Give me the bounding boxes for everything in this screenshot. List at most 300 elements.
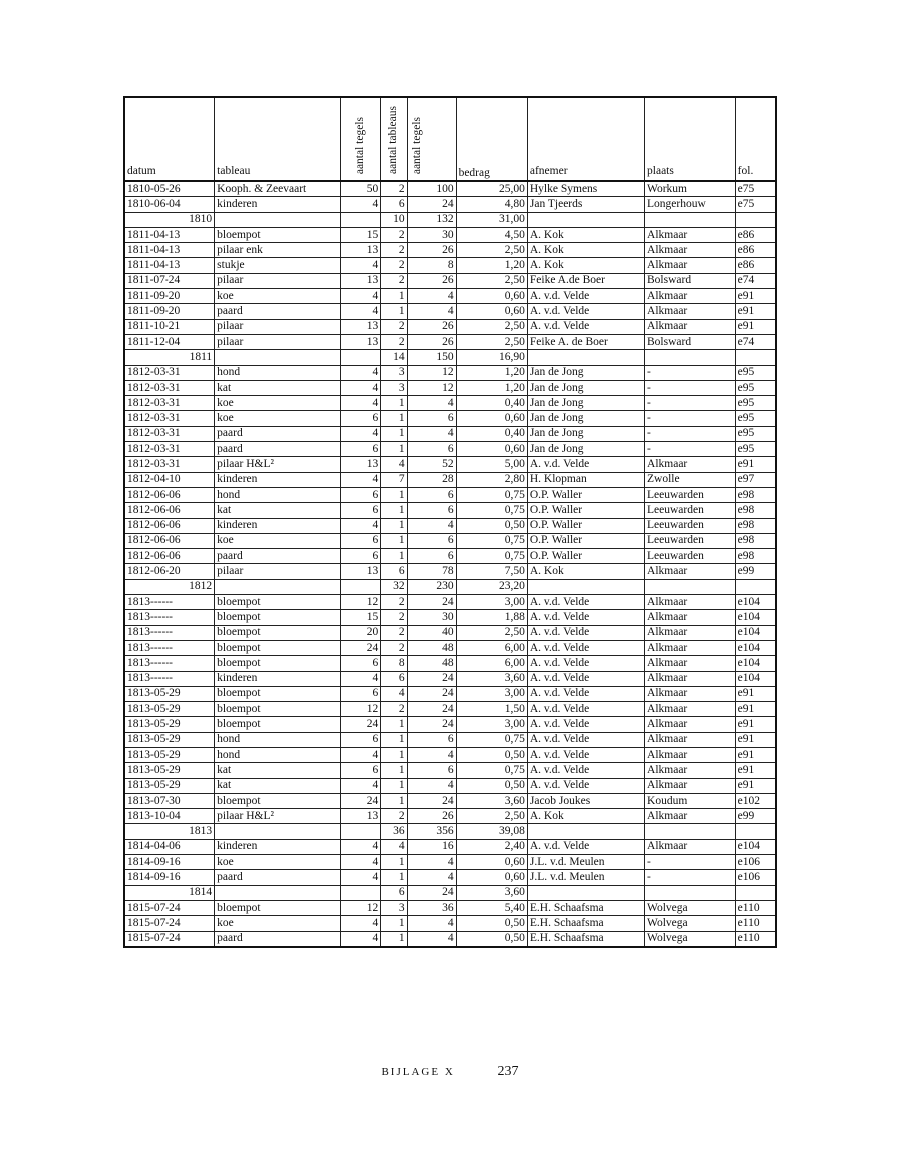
table-row	[124, 855, 776, 870]
cell-fol: e95	[735, 380, 776, 395]
cell-total-tableaus: 6	[381, 885, 407, 900]
cell-datum: 1813------	[124, 595, 215, 610]
cell-aantal-tegels: 13	[341, 457, 381, 472]
table-row	[124, 549, 776, 564]
cell-plaats: Alkmaar	[645, 763, 736, 778]
table-row	[124, 289, 776, 304]
header-afnemer: afnemer	[527, 97, 644, 181]
cell-fol: e95	[735, 442, 776, 457]
cell-datum: 1811-12-04	[124, 334, 215, 349]
cell-tableau: bloempot	[215, 900, 341, 915]
cell-aantal-tegels-totaal: 4	[407, 916, 456, 931]
cell-aantal-tegels: 24	[341, 793, 381, 808]
cell-bedrag: 25,00	[456, 181, 527, 197]
cell-fol: e74	[735, 334, 776, 349]
cell-tableau: koe	[215, 411, 341, 426]
cell-plaats: Zwolle	[645, 472, 736, 487]
cell-aantal-tableaus: 1	[381, 304, 407, 319]
cell-aantal-tegels: 6	[341, 732, 381, 747]
cell-year-label: 1811	[124, 350, 215, 365]
cell-plaats: Alkmaar	[645, 778, 736, 793]
cell-aantal-tableaus: 2	[381, 273, 407, 288]
cell-afnemer: O.P. Waller	[527, 533, 644, 548]
cell-tableau: bloempot	[215, 702, 341, 717]
table-row	[124, 702, 776, 717]
cell-fol: e91	[735, 304, 776, 319]
cell-aantal-tegels: 4	[341, 870, 381, 885]
cell-tableau: pilaar H&L²	[215, 457, 341, 472]
cell-plaats: Longerhouw	[645, 197, 736, 212]
cell-fol: e106	[735, 870, 776, 885]
cell-afnemer: O.P. Waller	[527, 487, 644, 502]
cell-afnemer: A. v.d. Velde	[527, 839, 644, 854]
cell-bedrag: 6,00	[456, 656, 527, 671]
cell-fol: e104	[735, 671, 776, 686]
cell-plaats: Alkmaar	[645, 595, 736, 610]
cell-plaats	[645, 350, 736, 365]
cell-bedrag: 7,50	[456, 564, 527, 579]
cell-fol: e95	[735, 411, 776, 426]
table-row	[124, 380, 776, 395]
cell-fol	[735, 350, 776, 365]
cell-tableau: kinderen	[215, 839, 341, 854]
cell-aantal-tegels: 4	[341, 747, 381, 762]
cell-plaats: Leeuwarden	[645, 533, 736, 548]
cell-datum: 1815-07-24	[124, 931, 215, 947]
cell-fol: e102	[735, 793, 776, 808]
cell-aantal-tegels-totaal: 6	[407, 549, 456, 564]
cell-tableau: bloempot	[215, 610, 341, 625]
cell-tableau: kinderen	[215, 472, 341, 487]
cell-aantal-tableaus: 1	[381, 289, 407, 304]
cell-afnemer: A. v.d. Velde	[527, 610, 644, 625]
cell-aantal-tegels-totaal: 8	[407, 258, 456, 273]
cell-bedrag: 2,50	[456, 334, 527, 349]
cell-bedrag: 3,60	[456, 793, 527, 808]
cell-aantal-tegels-totaal: 26	[407, 319, 456, 334]
cell-afnemer	[527, 212, 644, 227]
cell-aantal-tegels	[341, 350, 381, 365]
cell-aantal-tegels: 13	[341, 319, 381, 334]
cell-datum: 1813-05-29	[124, 732, 215, 747]
cell-afnemer: A. Kok	[527, 227, 644, 242]
cell-tableau: koe	[215, 533, 341, 548]
cell-afnemer: Jan de Jong	[527, 396, 644, 411]
cell-tableau: paard	[215, 931, 341, 947]
header-aantal-tegels: aantal tegels	[341, 97, 381, 181]
cell-aantal-tegels-totaal: 48	[407, 640, 456, 655]
cell-aantal-tegels-totaal: 4	[407, 870, 456, 885]
cell-total-tegels: 132	[407, 212, 456, 227]
cell-bedrag: 3,00	[456, 686, 527, 701]
cell-aantal-tegels: 13	[341, 809, 381, 824]
table-row	[124, 747, 776, 762]
table-row	[124, 793, 776, 808]
table-row	[124, 533, 776, 548]
year-total-row	[124, 885, 776, 900]
cell-plaats: Wolvega	[645, 931, 736, 947]
cell-fol: e86	[735, 258, 776, 273]
table-row	[124, 457, 776, 472]
cell-bedrag: 0,75	[456, 503, 527, 518]
cell-aantal-tegels: 4	[341, 426, 381, 441]
cell-fol: e91	[735, 702, 776, 717]
cell-aantal-tegels-totaal: 24	[407, 793, 456, 808]
cell-total-tableaus: 32	[381, 579, 407, 594]
cell-afnemer: O.P. Waller	[527, 518, 644, 533]
cell-plaats: Workum	[645, 181, 736, 197]
cell-aantal-tableaus: 1	[381, 549, 407, 564]
cell-afnemer: Jan de Jong	[527, 411, 644, 426]
cell-aantal-tegels-totaal: 4	[407, 778, 456, 793]
cell-aantal-tableaus: 1	[381, 732, 407, 747]
cell-tableau: pilaar	[215, 564, 341, 579]
cell-aantal-tableaus: 1	[381, 411, 407, 426]
page-number: 237	[497, 1064, 519, 1079]
cell-aantal-tegels: 15	[341, 610, 381, 625]
cell-fol: e75	[735, 181, 776, 197]
cell-bedrag: 0,50	[456, 916, 527, 931]
cell-datum: 1811-09-20	[124, 304, 215, 319]
cell-plaats: Alkmaar	[645, 809, 736, 824]
cell-aantal-tegels	[341, 212, 381, 227]
cell-bedrag: 1,20	[456, 258, 527, 273]
header-plaats: plaats	[645, 97, 736, 181]
cell-plaats: Bolsward	[645, 334, 736, 349]
cell-bedrag: 0,60	[456, 304, 527, 319]
cell-fol: e110	[735, 931, 776, 947]
cell-plaats: Wolvega	[645, 916, 736, 931]
header-aantal-tableaus: aantal tableaus	[381, 97, 407, 181]
cell-fol: e91	[735, 457, 776, 472]
cell-plaats: Alkmaar	[645, 640, 736, 655]
cell-tableau	[215, 824, 341, 839]
cell-aantal-tegels-totaal: 48	[407, 656, 456, 671]
cell-aantal-tegels-totaal: 52	[407, 457, 456, 472]
cell-aantal-tableaus: 1	[381, 487, 407, 502]
cell-bedrag: 0,50	[456, 778, 527, 793]
cell-fol: e98	[735, 549, 776, 564]
cell-aantal-tableaus: 1	[381, 717, 407, 732]
cell-datum: 1811-04-13	[124, 258, 215, 273]
cell-afnemer	[527, 350, 644, 365]
cell-bedrag: 5,00	[456, 457, 527, 472]
cell-afnemer: E.H. Schaafsma	[527, 931, 644, 947]
cell-total-tegels: 24	[407, 885, 456, 900]
cell-afnemer: A. Kok	[527, 564, 644, 579]
cell-afnemer: A. v.d. Velde	[527, 702, 644, 717]
table-row	[124, 564, 776, 579]
cell-aantal-tegels-totaal: 26	[407, 334, 456, 349]
cell-fol: e91	[735, 778, 776, 793]
cell-tableau: pilaar H&L²	[215, 809, 341, 824]
cell-afnemer: A. v.d. Velde	[527, 763, 644, 778]
cell-plaats: Alkmaar	[645, 304, 736, 319]
cell-afnemer: Jan de Jong	[527, 426, 644, 441]
cell-aantal-tegels-totaal: 4	[407, 518, 456, 533]
cell-aantal-tableaus: 1	[381, 503, 407, 518]
cell-bedrag: 0,60	[456, 442, 527, 457]
cell-datum: 1812-06-06	[124, 503, 215, 518]
cell-afnemer: Feike A. de Boer	[527, 334, 644, 349]
page-footer	[0, 1064, 900, 1080]
cell-datum: 1811-04-13	[124, 243, 215, 258]
cell-aantal-tegels: 6	[341, 503, 381, 518]
cell-tableau: kinderen	[215, 518, 341, 533]
cell-plaats: Alkmaar	[645, 258, 736, 273]
cell-afnemer: Jan de Jong	[527, 442, 644, 457]
table-row	[124, 304, 776, 319]
cell-fol: e91	[735, 319, 776, 334]
cell-afnemer	[527, 579, 644, 594]
cell-afnemer: Hylke Symens	[527, 181, 644, 197]
cell-afnemer: A. v.d. Velde	[527, 640, 644, 655]
cell-aantal-tableaus: 1	[381, 870, 407, 885]
cell-datum: 1812-03-31	[124, 457, 215, 472]
cell-bedrag: 2,50	[456, 809, 527, 824]
cell-bedrag: 2,50	[456, 625, 527, 640]
cell-datum: 1812-06-20	[124, 564, 215, 579]
cell-aantal-tegels: 4	[341, 472, 381, 487]
cell-plaats: Leeuwarden	[645, 549, 736, 564]
cell-afnemer: A. v.d. Velde	[527, 778, 644, 793]
cell-plaats: Alkmaar	[645, 747, 736, 762]
cell-afnemer: A. v.d. Velde	[527, 747, 644, 762]
cell-afnemer	[527, 824, 644, 839]
cell-aantal-tableaus: 3	[381, 365, 407, 380]
cell-plaats: -	[645, 396, 736, 411]
cell-aantal-tegels-totaal: 30	[407, 610, 456, 625]
cell-bedrag: 4,50	[456, 227, 527, 242]
cell-year-label: 1814	[124, 885, 215, 900]
cell-tableau	[215, 350, 341, 365]
cell-fol: e75	[735, 197, 776, 212]
cell-datum: 1812-03-31	[124, 380, 215, 395]
cell-fol: e74	[735, 273, 776, 288]
table-row	[124, 442, 776, 457]
cell-aantal-tegels-totaal: 24	[407, 717, 456, 732]
table-row	[124, 931, 776, 947]
cell-fol: e98	[735, 518, 776, 533]
cell-fol	[735, 824, 776, 839]
cell-plaats: Leeuwarden	[645, 487, 736, 502]
cell-plaats: Leeuwarden	[645, 518, 736, 533]
cell-datum: 1812-06-06	[124, 487, 215, 502]
cell-plaats: Alkmaar	[645, 702, 736, 717]
tile-sales-table	[123, 96, 777, 948]
cell-aantal-tegels: 13	[341, 243, 381, 258]
cell-fol: e91	[735, 747, 776, 762]
cell-fol: e110	[735, 916, 776, 931]
cell-aantal-tableaus: 2	[381, 319, 407, 334]
cell-afnemer: Jacob Joukes	[527, 793, 644, 808]
cell-aantal-tegels-totaal: 24	[407, 671, 456, 686]
cell-datum: 1815-07-24	[124, 900, 215, 915]
table-row	[124, 181, 776, 197]
cell-afnemer: A. Kok	[527, 809, 644, 824]
cell-tableau: bloempot	[215, 640, 341, 655]
cell-aantal-tableaus: 6	[381, 197, 407, 212]
cell-afnemer: Jan de Jong	[527, 380, 644, 395]
cell-aantal-tableaus: 1	[381, 442, 407, 457]
cell-aantal-tableaus: 6	[381, 564, 407, 579]
cell-afnemer: A. v.d. Velde	[527, 671, 644, 686]
cell-datum: 1813-05-29	[124, 778, 215, 793]
header-tableau: tableau	[215, 97, 341, 181]
cell-bedrag: 2,50	[456, 319, 527, 334]
cell-fol: e95	[735, 365, 776, 380]
cell-bedrag: 0,75	[456, 487, 527, 502]
cell-aantal-tegels-totaal: 40	[407, 625, 456, 640]
cell-aantal-tegels: 4	[341, 289, 381, 304]
cell-aantal-tegels-totaal: 24	[407, 702, 456, 717]
cell-datum: 1814-09-16	[124, 870, 215, 885]
cell-aantal-tegels-totaal: 6	[407, 411, 456, 426]
cell-aantal-tegels-totaal: 26	[407, 243, 456, 258]
cell-plaats: Bolsward	[645, 273, 736, 288]
cell-fol: e95	[735, 396, 776, 411]
cell-total-bedrag: 23,20	[456, 579, 527, 594]
cell-tableau: bloempot	[215, 686, 341, 701]
cell-afnemer: E.H. Schaafsma	[527, 916, 644, 931]
cell-tableau: hond	[215, 487, 341, 502]
cell-tableau: pilaar	[215, 273, 341, 288]
cell-plaats: Alkmaar	[645, 656, 736, 671]
cell-aantal-tegels: 13	[341, 273, 381, 288]
cell-afnemer: Jan de Jong	[527, 365, 644, 380]
cell-aantal-tegels-totaal: 78	[407, 564, 456, 579]
cell-plaats: Alkmaar	[645, 319, 736, 334]
cell-fol	[735, 579, 776, 594]
cell-datum: 1813-10-04	[124, 809, 215, 824]
cell-aantal-tegels: 4	[341, 304, 381, 319]
cell-datum: 1813------	[124, 656, 215, 671]
cell-bedrag: 0,50	[456, 931, 527, 947]
cell-afnemer: A. v.d. Velde	[527, 595, 644, 610]
cell-tableau	[215, 212, 341, 227]
cell-aantal-tableaus: 2	[381, 227, 407, 242]
header-bedrag: bedrag	[456, 97, 527, 181]
cell-bedrag: 3,00	[456, 717, 527, 732]
cell-aantal-tegels: 13	[341, 564, 381, 579]
table-body	[124, 181, 776, 947]
table-row	[124, 243, 776, 258]
cell-fol: e98	[735, 487, 776, 502]
table-row	[124, 227, 776, 242]
year-total-row	[124, 824, 776, 839]
cell-datum: 1815-07-24	[124, 916, 215, 931]
header-fol: fol.	[735, 97, 776, 181]
cell-aantal-tableaus: 1	[381, 916, 407, 931]
cell-tableau: koe	[215, 916, 341, 931]
cell-aantal-tegels: 4	[341, 916, 381, 931]
cell-total-tegels: 230	[407, 579, 456, 594]
cell-afnemer: A. v.d. Velde	[527, 319, 644, 334]
cell-total-bedrag: 39,08	[456, 824, 527, 839]
cell-tableau: paard	[215, 442, 341, 457]
cell-datum: 1813------	[124, 671, 215, 686]
cell-tableau: pilaar	[215, 334, 341, 349]
cell-bedrag: 2,50	[456, 243, 527, 258]
cell-aantal-tegels-totaal: 24	[407, 197, 456, 212]
cell-aantal-tegels-totaal: 6	[407, 533, 456, 548]
cell-aantal-tegels: 4	[341, 855, 381, 870]
table-row	[124, 916, 776, 931]
cell-bedrag: 0,75	[456, 549, 527, 564]
cell-bedrag: 3,60	[456, 671, 527, 686]
cell-bedrag: 0,50	[456, 747, 527, 762]
cell-aantal-tegels: 20	[341, 625, 381, 640]
cell-tableau: kat	[215, 380, 341, 395]
cell-aantal-tableaus: 1	[381, 747, 407, 762]
table-row	[124, 870, 776, 885]
cell-aantal-tableaus: 1	[381, 533, 407, 548]
cell-aantal-tegels: 15	[341, 227, 381, 242]
cell-total-tableaus: 10	[381, 212, 407, 227]
cell-bedrag: 2,40	[456, 839, 527, 854]
cell-aantal-tegels-totaal: 24	[407, 595, 456, 610]
table-row	[124, 656, 776, 671]
cell-bedrag: 0,50	[456, 518, 527, 533]
cell-afnemer: O.P. Waller	[527, 503, 644, 518]
cell-fol: e95	[735, 426, 776, 441]
cell-bedrag: 0,60	[456, 855, 527, 870]
cell-tableau: stukje	[215, 258, 341, 273]
cell-aantal-tegels-totaal: 4	[407, 855, 456, 870]
cell-aantal-tegels-totaal: 4	[407, 426, 456, 441]
cell-fol	[735, 885, 776, 900]
cell-fol: e104	[735, 610, 776, 625]
table-row	[124, 778, 776, 793]
cell-aantal-tegels-totaal: 6	[407, 732, 456, 747]
cell-fol: e104	[735, 640, 776, 655]
cell-datum: 1813------	[124, 625, 215, 640]
table-row	[124, 197, 776, 212]
cell-datum: 1813-05-29	[124, 763, 215, 778]
cell-plaats: -	[645, 411, 736, 426]
table-row	[124, 809, 776, 824]
cell-aantal-tableaus: 2	[381, 334, 407, 349]
cell-bedrag: 3,00	[456, 595, 527, 610]
cell-afnemer: E.H. Schaafsma	[527, 900, 644, 915]
cell-datum: 1814-09-16	[124, 855, 215, 870]
section-label: BIJLAGE X	[381, 1066, 455, 1078]
cell-aantal-tegels	[341, 579, 381, 594]
header-row	[124, 97, 776, 181]
cell-aantal-tegels: 24	[341, 717, 381, 732]
cell-tableau: kinderen	[215, 671, 341, 686]
cell-aantal-tableaus: 4	[381, 686, 407, 701]
cell-fol: e99	[735, 809, 776, 824]
year-total-row	[124, 350, 776, 365]
cell-aantal-tegels: 4	[341, 396, 381, 411]
table-row	[124, 595, 776, 610]
cell-aantal-tegels: 12	[341, 595, 381, 610]
cell-total-tableaus: 14	[381, 350, 407, 365]
cell-aantal-tableaus: 1	[381, 518, 407, 533]
cell-aantal-tegels: 13	[341, 334, 381, 349]
table-row	[124, 732, 776, 747]
cell-plaats: Leeuwarden	[645, 503, 736, 518]
cell-plaats: Koudum	[645, 793, 736, 808]
cell-fol: e91	[735, 686, 776, 701]
table-row	[124, 365, 776, 380]
cell-bedrag: 1,20	[456, 380, 527, 395]
cell-afnemer: A. v.d. Velde	[527, 686, 644, 701]
header-datum: datum	[124, 97, 215, 181]
cell-tableau	[215, 579, 341, 594]
cell-tableau: paard	[215, 870, 341, 885]
